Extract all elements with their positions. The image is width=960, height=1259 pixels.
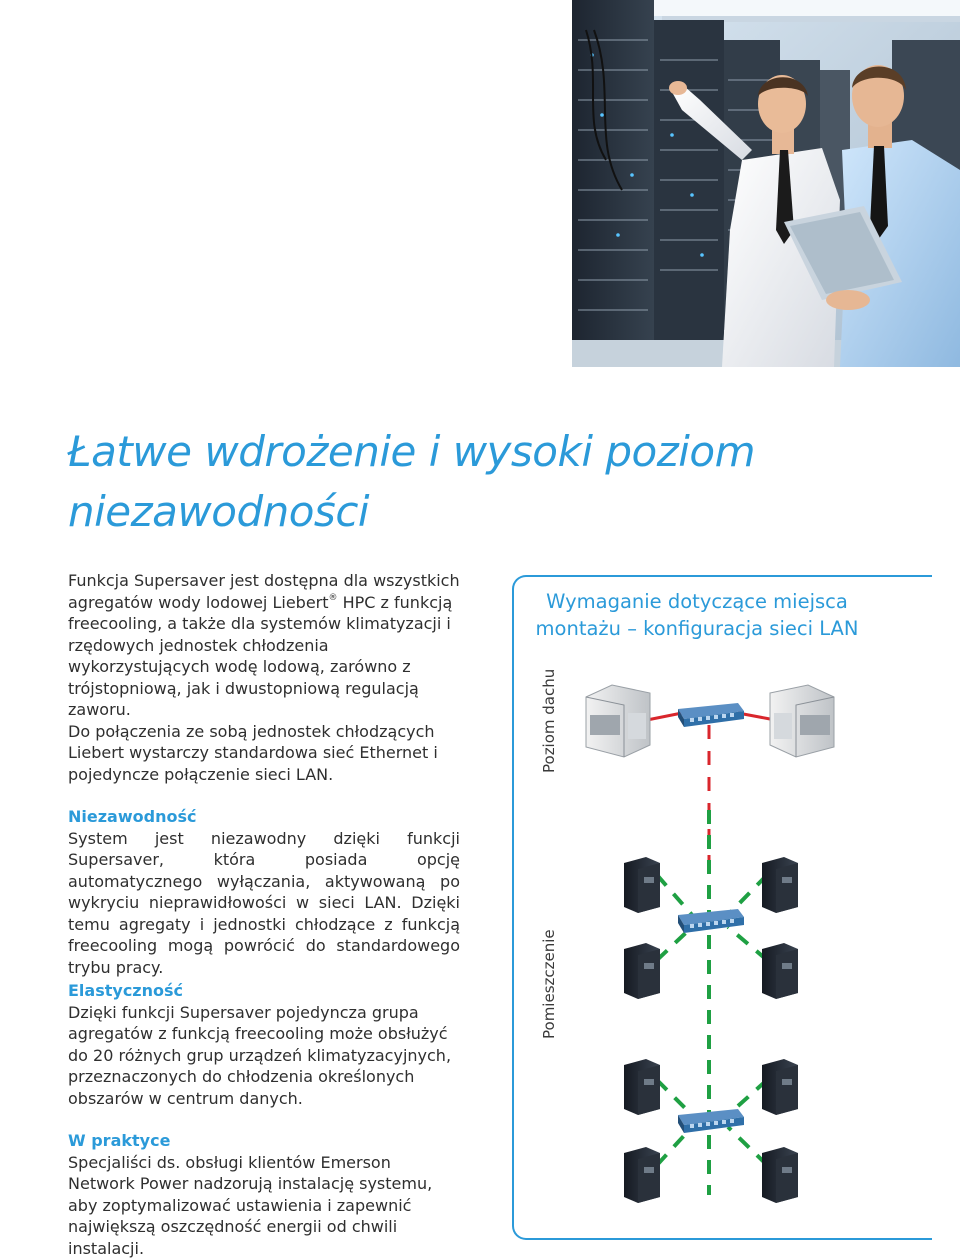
server-cabinet-icon: [762, 943, 798, 999]
room-link-2: [728, 875, 767, 915]
roof-lan-links: [647, 713, 770, 875]
diagram-graphics: [512, 575, 960, 1240]
network-switch-icon: [678, 703, 744, 727]
room-link-1: [657, 875, 692, 915]
practice-section: [68, 1130, 460, 1259]
intro-section: [68, 570, 460, 785]
reliability-section: [68, 806, 460, 978]
server-cabinet-icon: [762, 1059, 798, 1115]
chiller-unit-icon: [586, 685, 650, 757]
room-link-8: [728, 1127, 767, 1165]
hero-photo: [572, 0, 960, 367]
lan-configuration-diagram: [512, 575, 960, 1240]
network-switch-icon: [678, 1109, 744, 1133]
intro-paragraph-2: Do połączenia ze sobą jednostek chłodzących Liebert wystarczy standardowa sieć Ethernet i pojedyncze połączenie sieci LAN.: [68, 721, 460, 786]
flexibility-section: [68, 980, 460, 1109]
server-room-photo: [572, 0, 960, 367]
flexibility-heading: Elastyczność: [68, 980, 460, 1002]
network-switch-icon: [678, 909, 744, 933]
practice-text: Specjaliści ds. obsługi klientów Emerson Network Power nadzorują instalację systemu, aby zoptymalizować ustawienia i zapewnić największą oszczędność energii od chwili instalacji.: [68, 1152, 460, 1259]
page-title: Łatwe wdrożenie i wysoki poziom niezawodności: [68, 422, 788, 542]
room-link-5: [657, 1080, 692, 1115]
diagram-title: Wymaganie dotyczące miejsca montażu – konfiguracja sieci LAN: [512, 588, 882, 642]
server-cabinet-icon: [624, 857, 660, 913]
server-cabinet-icon: [762, 1147, 798, 1203]
intro-text-1a: Funkcja Supersaver jest dostępna dla wszystkich agregatów wody lodowej Liebert: [68, 571, 460, 612]
reliability-text: System jest niezawodny dzięki funkcji Supersaver, która posiada opcję automatycznego wyłączania, aktywowaną po wykryciu nieprawidłowości w sieci LAN. Dzięki temu agregaty i jednostki chłodzące z funkcją freecooling mogą powrócić do standardowego trybu pracy.: [68, 828, 460, 979]
room-level-label: Pomieszczenie: [540, 929, 558, 1039]
server-cabinet-icon: [624, 1059, 660, 1115]
flexibility-text: Dzięki funkcji Supersaver pojedyncza grupa agregatów z funkcją freecooling może obsłużyć do 20 różnych grup urządzeń klimatyzacyjnych, przeznaczonych do chłodzenia określonych obszarów w centrum danych.: [68, 1002, 460, 1110]
chiller-unit-icon: [770, 685, 834, 757]
roof-level-label: Poziom dachu: [540, 669, 558, 773]
server-cabinets: [624, 857, 798, 1203]
room-link-7: [657, 1127, 692, 1165]
room-lan-links: [657, 810, 767, 1195]
intro-paragraph-1: [68, 570, 460, 721]
room-link-4: [728, 927, 767, 960]
roof-link-left: [647, 713, 682, 720]
practice-heading: W praktyce: [68, 1130, 460, 1152]
intro-text-1b: HPC z funkcją freecooling, a także dla systemów klimatyzacji i rzędowych jednostek chłodzenia wykorzystujących wodę lodową, zarówno z trójstopniową, jak i dwustopniową regulacją zaworu.: [68, 593, 452, 720]
server-cabinet-icon: [624, 1147, 660, 1203]
registered-mark: ®: [329, 593, 338, 603]
server-cabinet-icon: [624, 943, 660, 999]
server-cabinet-icon: [762, 857, 798, 913]
reliability-heading: Niezawodność: [68, 806, 460, 828]
